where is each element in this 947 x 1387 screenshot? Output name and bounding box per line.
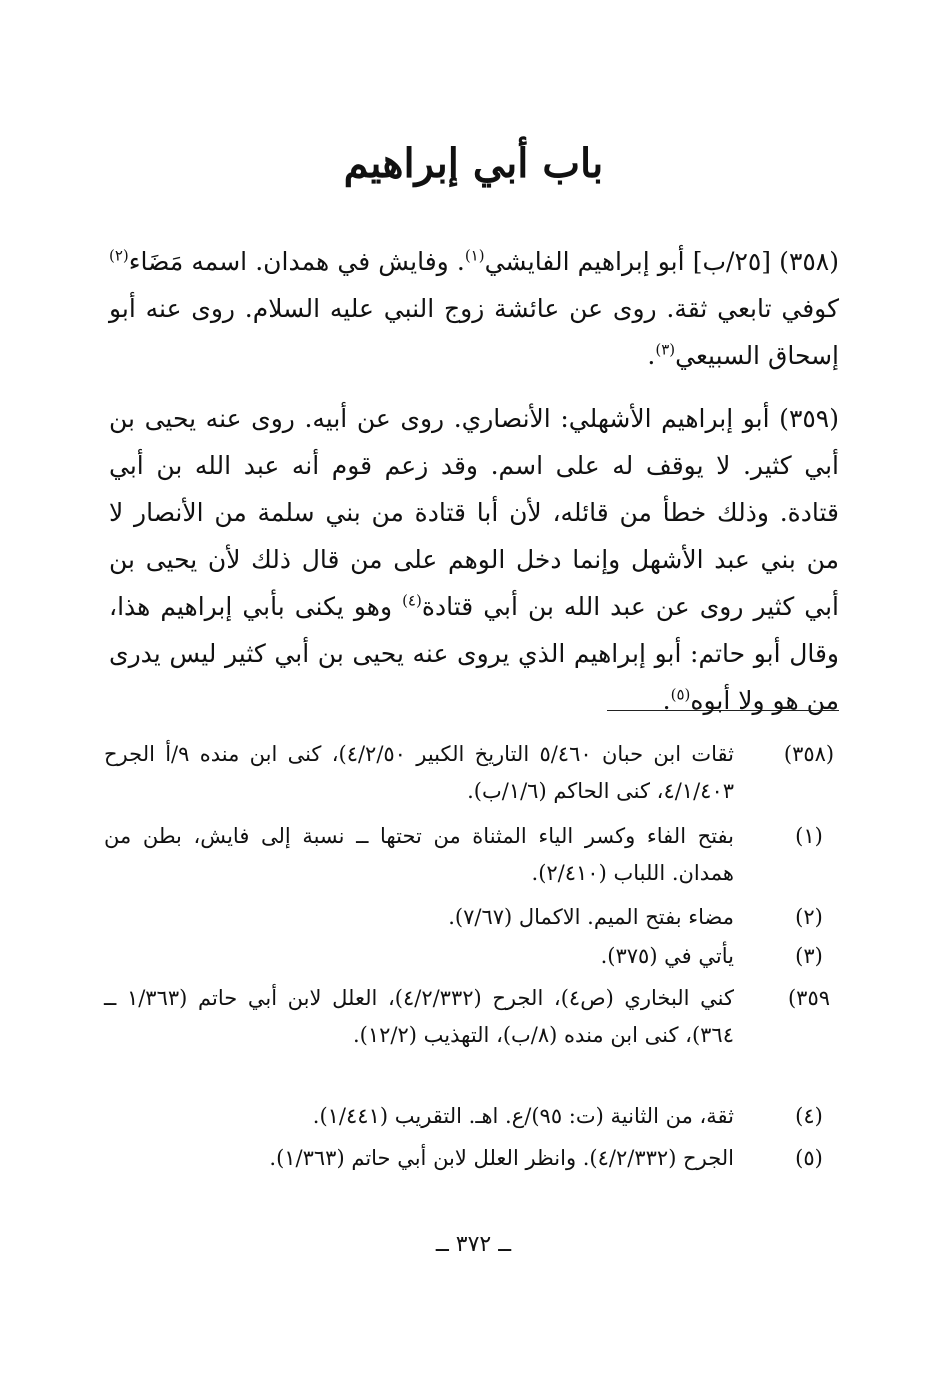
- footnote-number: (٣٥٨): [783, 742, 835, 766]
- footnote-number: (٣): [795, 944, 823, 968]
- footnote-ref: (٤): [402, 591, 422, 610]
- footnote-text: الجرح (٤/٢/٣٣٢). وانظر العلل لابن أبي حاتم (١/٣٦٣).: [269, 1146, 734, 1170]
- entry-text: .: [662, 686, 671, 715]
- footnote-item: [104, 980, 839, 1054]
- footnote-ref: (٥): [670, 685, 691, 704]
- entry-text: وهو يكنى بأبي إبراهيم هذا، وقال أبو حاتم: أبو إبراهيم الذي يروى عنه يحيى بن أبي كثير ليس يدرى من هو ولا أبوه: [109, 592, 839, 715]
- footnote-item: [104, 899, 839, 936]
- footnote-number: (١): [795, 824, 823, 848]
- page-number: ــ ٣٧٢ ــ: [435, 1232, 512, 1257]
- footnote-text: ثقات ابن حبان ٥/٤٦٠ التاريخ الكبير ٤/٢/٥٠)، كنى ابن منده ٩/أ الجرح ٤/١/٤٠٣، كنى الحاكم (١/٦/ب).: [104, 742, 734, 803]
- chapter-title: باب أبي إبراهيم: [343, 140, 604, 187]
- footnote-text: كني البخاري (ص٤)، الجرح (٤/٢/٣٣٢)، العلل لابن أبي حاتم (١/٣٦٣ ــ ٣٦٤)، كنى ابن منده (٨/ب)، التهذيب (١٢/٢).: [104, 986, 735, 1047]
- footnote-number: ٣٥٩): [787, 986, 831, 1010]
- footnote-ref: (٣): [655, 340, 676, 359]
- entry-359: [109, 395, 839, 724]
- footnote-text: مضاء بفتح الميم. الاكمال (٧/٦٧).: [448, 905, 734, 929]
- entry-text: (٣٥٨) [٢٥/ب] أبو إبراهيم الفايشي: [484, 247, 839, 276]
- entry-text: (٣٥٩) أبو إبراهيم الأشهلي: الأنصاري. روى عن أبيه. روى عنه يحيى بن أبي كثير. لا يوقف له على اسم. وقد زعم قوم أنه عبد الله بن أبي قتادة. وذلك خطأ من قائله، لأن أبا قتادة من بني سلمة من الأنصار لا من بني عبد الأشهل وإنما دخل الوهم على من قال ذلك لأن يحيى بن أبي كثير روى عن عبد الله بن أبي قتادة: [109, 404, 839, 621]
- footnote-item: [104, 736, 839, 810]
- footnote-text: يأتي في (٣٧٥).: [600, 944, 734, 968]
- footnote-text: ثقة، من الثانية (ت: ٩٥)/ع. اهـ. التقريب (١/٤٤١).: [312, 1104, 734, 1128]
- footnote-text: بفتح الفاء وكسر الياء المثناة من تحتها ــ نسبة إلى فايش، بطن من همدان. اللباب (٢/٤١٠).: [104, 824, 734, 885]
- footnote-ref: (٢): [109, 246, 129, 265]
- footnote-item: [104, 1140, 839, 1177]
- footnote-separator: [607, 710, 839, 711]
- footnote-item: [104, 1098, 839, 1135]
- entry-text: كوفي تابعي ثقة. روى عن عائشة زوج النبي عليه السلام. روى عنه أبو إسحاق السبيعي: [109, 294, 839, 370]
- entry-text: . وفايش في همدان. اسمه مَضَاء: [128, 247, 465, 276]
- footnote-number: (٢): [795, 905, 823, 929]
- entry-text: .: [647, 341, 656, 370]
- footnote-item: [104, 938, 839, 975]
- footnote-item: [104, 818, 839, 892]
- footnote-number: (٥): [795, 1146, 823, 1170]
- entry-358: [109, 238, 839, 379]
- footnote-ref: (١): [464, 246, 485, 265]
- footnote-number: (٤): [795, 1104, 823, 1128]
